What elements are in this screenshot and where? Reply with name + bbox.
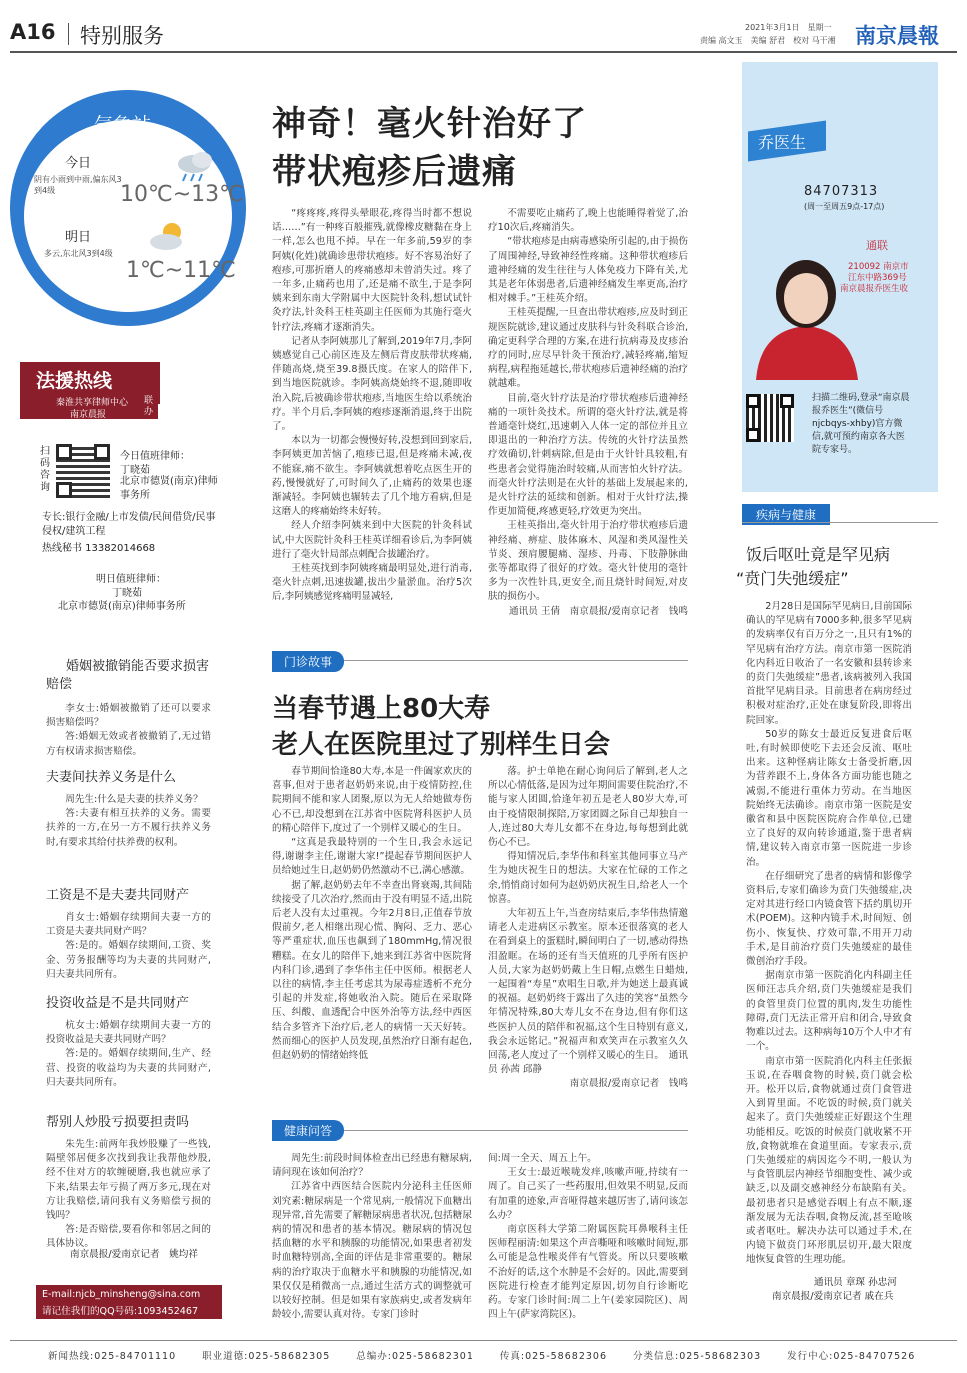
qa-answer: 答:是否赔偿,要看你和邻居之间的具体协议。 <box>46 1224 211 1250</box>
address-line3: 南京晨报乔医生收 <box>840 284 909 294</box>
paragraph: 王桂英找到李阿姨疼痛最明显处,进行消毒,毫火针点刺,迅速拔罐,拔出少量淤血。治疗5次后,李阿姨感觉疼痛明显减轻, <box>272 563 472 603</box>
health-tag: 健康问答 <box>272 1120 344 1141</box>
qa-item <box>46 766 211 850</box>
paragraph: 王桂英指出,毫火针用于治疗带状疱疹后遗神经痛、痹症、肢体麻木、风湿和类风湿性关节炎、颈肩腰腿痛、湿疹、丹毒、下肢静脉曲张等都取得了很好的疗效。毫火针使用的毫针多为一次性针具,更安全,而且烧针时间短,对皮肤的损伤小。 <box>488 520 688 603</box>
paragraph: 据了解,赵奶奶去年不幸查出肾衰竭,其间陆续接受了几次治疗,然而由于没有明显不适,出院后老人没有太过重视。今年2月8日,正值春节放假前夕,老人相继出现心慌、胸闷、乏力、恶心等严重症状,血压也飙到了180mmHg,情况很糟糕。在女儿的陪伴下,她来到江苏省中医院肾内科门诊,遇到了李华伟主任中医师。根据老人以往的病情,李主任考虑其为尿毒症透析不充分引起的并发症,将她收治入院。随后在采取降压、纠酸、血透配合中医外治等方法,经中西医结合多管齐下治疗后,老人的病情一天天好转。然而细心的医护人员发现,虽然治疗日渐有起色,但赵奶奶的情绪始终低 <box>272 879 472 1062</box>
clinic-tag: 门诊故事 <box>272 651 344 672</box>
qa-title: 帮别人炒股亏损要担责吗 <box>46 1115 190 1130</box>
paragraph: 王桂英提醒,一旦查出带状疱疹,应及时到正规医院就诊,建议通过皮肤科与针灸科联合诊治,确定更科学合理的方案,在进行抗病毒及皮疹治疗的同时,应尽早针灸干预治疗,减轻疼痛,缩短病程,病程拖延越长,带状疱疹后遗神经痛的治疗就越难。 <box>488 307 688 390</box>
footer-item: 职业道德:025-58682305 <box>202 1351 331 1362</box>
paragraph: 经人介绍李阿姨来到中大医院的针灸科试试,中大医院针灸科王桂英详细看诊后,为李阿姨进行了毫火针局部点刺配合拔罐治疗。 <box>272 520 472 560</box>
date-line: 2021年3月1日 星期一 <box>745 23 832 32</box>
tomorrow-lawyer: 丁晓茹 <box>112 588 142 599</box>
footer-item: 新闻热线:025-84701110 <box>48 1351 177 1362</box>
footer-rule <box>10 1340 957 1341</box>
disease-body <box>746 600 912 1270</box>
qa-answer: 答:婚姻无效或者被撤销了,无过错方有权请求损害赔偿。 <box>46 731 211 757</box>
qa-question: 杭女士:婚姻存续期间夫妻一方的投资收益是夫妻共同财产吗？ <box>46 1020 211 1046</box>
footer-item: 发行中心:025-84707526 <box>787 1351 916 1362</box>
qa-question: 肖女士:婚姻存续期间夫妻一方的工资是夫妻共同财产吗？ <box>46 912 211 938</box>
disease-tag: 疾病与健康 <box>742 504 830 525</box>
qa-item <box>46 884 211 982</box>
qa-item <box>46 1111 211 1252</box>
qa-item <box>46 658 211 759</box>
header-rule <box>10 51 957 53</box>
main-article-col2 <box>488 207 688 637</box>
weather-inner <box>24 120 232 312</box>
paragraph: 周先生:前段时间体检查出已经患有糖尿病,请问现在该如何治疗？ <box>272 1153 472 1179</box>
contact-email[interactable]: E-mail:njcb_minsheng@sina.com <box>42 1289 201 1300</box>
footer-item: 分类信息:025-58682303 <box>633 1351 762 1362</box>
doctor-hours: (周一至周五9点-17点) <box>804 202 885 211</box>
weather-panel <box>10 70 260 350</box>
paragraph: 本以为一切都会慢慢好转,没想到回到家后,李阿姨更加苦恼了,疱疹已退,但是疼痛未减,夜不能寐,痛不欲生。李阿姨就想着吃点医生开的药,慢慢就好了,可时间久了,止痛药的效果也逐渐减轻。李阿姨也辗转去了几个地方看病,但是这磨人的疼痛始终未好转。 <box>272 435 472 518</box>
disease-title-line2: “贲门失弛缓症” <box>736 569 849 588</box>
tomorrow-label: 明日 <box>65 230 92 245</box>
mail-label: 通联 <box>866 239 888 252</box>
tomorrow-temp: 1℃~11℃ <box>126 258 236 283</box>
disease-rule <box>742 522 938 523</box>
secretary-hotline: 热线秘书 13382014668 <box>42 543 156 554</box>
clinic-col1 <box>272 765 472 1095</box>
paragraph: “这真是我最特别的一个生日,我会永远记得,谢谢李主任,谢谢大家!”提起春节期间医护人员给她过生日,赵奶奶仍然激动不已,满心感激。 <box>272 837 472 877</box>
clinic-col2 <box>488 765 688 1095</box>
qa-title: 工资是不是夫妻共同财产 <box>46 888 190 903</box>
paragraph: 江苏省中西医结合医院内分泌科主任医师刘究素:糖尿病是一个常见病,一般情况下血糖出现异常,首先需要了解糖尿病患者状况,包括糖尿病的情况和患者的基本情况。糖尿病的情况包括血糖的水平和胰腺的功能情况,如果患者初发时血糖特别高,全面的评估是非常重要的。糖尿病的治疗取决于血糖水平和胰腺的功能情况,如果仅仅是稍微高一点,通过生活方式的调整就可以较好控制。但是如果有家族病史,或者发病年龄较小,需要认真对待。专家门诊时 <box>272 1181 472 1321</box>
paragraph: 在仔细研究了患者的病情和影像学资料后,专家们确诊为贲门失弛缓症,决定对其进行经口内镜食管下括约肌切开术(POEM)。这种内镜手术,时间短、创伤小、恢复快、疗效可靠,不用开刀动手术,是目前治疗贲门失弛缓症的最佳微创治疗手段。 <box>746 870 912 968</box>
footer-item: 总编办:025-58682301 <box>356 1351 474 1362</box>
paragraph: 王女士:最近喉咙发痒,咳嗽声哑,持续有一周了。自己买了一些药服用,但效果不明显,反而有加重的迹象,声音哑得越来越厉害了,请问该怎么办？ <box>488 1167 688 1221</box>
today-temp: 10℃~13℃ <box>120 182 244 207</box>
qa-answer: 答:夫妻有相互扶养的义务。需要扶养的一方,在另一方不履行扶养义务时,有要求其给付扶养费的权利。 <box>46 808 211 848</box>
legal-tag: 联办 <box>144 396 154 417</box>
legal-qr-code[interactable] <box>56 444 110 498</box>
tomorrow-firm: 北京市德贤(南京)律师事务所 <box>58 601 186 612</box>
paragraph: 南京市第一医院消化内科主任张振玉说,在吞咽食物的时候,贲门就会松开。松开以后,食物就通过贲门食管进入到胃里面。不吃饭的时候,贲门就关起来了。贲门失弛缓症正好跟这个生理功能相反。吃饭的时候贲门就收紧不开放,食物就堆在食道里面。专家表示,贲门失弛缓症的病因迄今不明,一般认为与食管肌层内神经节细胞变性、减少或缺乏,以及副交感神经分布缺陷有关。最初患者只是感觉吞咽上有点不顺,逐渐发展为无法吞咽,食物反流,甚至呛咳或者呕吐。解决办法可以通过手术,在内镜下做贲门环形肌层切开,最大限度地恢复食管的生理功能。 <box>746 1055 912 1266</box>
qa-title: 婚姻被撤销能否要求损害赔偿 <box>46 659 210 692</box>
page-number: A16 <box>10 20 56 44</box>
paragraph: 记者从李阿姨那儿了解到,2019年7月,李阿姨感觉自己心前区连及左侧后背皮肤带状疼痛,伴随高烧,烧至39.8摄氏度。在家人的陪伴下,到当地医院就诊。李阿姨高烧始终不退,随即收治入院,后被确诊带状疱疹,当地医生给以系统治疗。半个月后,李阿姨的疱疹逐渐消退,终于出院了。 <box>272 335 472 433</box>
clinic-title-line2: 老人在医院里过了别样生日会 <box>272 730 611 760</box>
paragraph: 落。护士单艳在耐心询问后了解到,老人之所以心情低落,是因为过年期间需要住院治疗,不能与家人团圆,恰逢年初五是老人80岁大寿,可由于疫情限制探陪,万家团圆之际自己却独自一人,连过80大寿儿女都不在身边,每每想到此就伤心不已。 <box>488 766 688 849</box>
paragraph: 春节期间恰逢80大寿,本是一件阖家欢庆的喜事,但对于患者赵奶奶来说,由于疫情防控,住院期间不能和家人团聚,原以为无人给她做寿伤心不已,却没想到在江苏省中医院肾科医护人员的精心陪伴下,度过了一个别样又暖心的生日。 <box>272 766 472 834</box>
doctor-phone[interactable]: 84707313 <box>804 184 879 199</box>
paragraph: “带状疱疹是由病毒感染所引起的,由于损伤了周围神经,导致神经性疼痛。这种带状疱疹后遗神经痛的发生往往与人体免疫力下降有关,尤其是老年体弱患者,后遗神经痛发生率更高,治疗相对棘手。”王桂英介绍。 <box>488 236 688 305</box>
scan-label: 扫码咨询 <box>40 446 50 493</box>
main-title-line2: 带状疱疹后遗痛 <box>272 152 517 192</box>
qr-instructions: 扫描二维码,登录“南京晨报乔医生”(微信号njcbqys-xhby)官方微信,就可预约南京各大医院专家号。 <box>812 393 910 455</box>
disease-credit1: 通讯员 章琛 孙忠河 <box>814 1277 897 1288</box>
weather-title: 气象站 <box>94 114 152 136</box>
today-desc: 阴有小雨到中雨,偏东风3到4级 <box>34 175 122 195</box>
doctor-photo <box>746 230 866 380</box>
header-divider <box>68 23 69 45</box>
qa-question: 周先生:什么是夫妻的扶养义务？ <box>65 794 203 805</box>
disease-credit2: 南京晨报/爱南京记者 戚在兵 <box>772 1291 894 1302</box>
qa-item <box>46 992 211 1090</box>
today-firm: 北京市德贤(南京)律师事务所 <box>120 476 218 501</box>
main-article-col1 <box>272 207 472 637</box>
paragraph: 间:周一全天、周五上午。 <box>488 1153 597 1164</box>
editors-line: 责编 高文玉 美编 舒君 校对 马干湘 <box>700 36 836 45</box>
doctor-qr-code[interactable] <box>746 394 794 442</box>
today-label: 今日 <box>65 156 92 171</box>
legal-org2: 南京晨报 <box>70 410 107 420</box>
clinic-title-line1: 当春节遇上80大寿 <box>272 694 491 724</box>
health-col1 <box>272 1152 472 1332</box>
page-header <box>10 14 957 50</box>
address-line1: 210092 南京市 <box>848 262 909 272</box>
legal-org1: 秦淮共享律师中心 <box>56 398 129 408</box>
tomorrow-duty-label: 明日值班律师： <box>96 574 166 585</box>
main-title-line1: 神奇！毫火针治好了 <box>272 104 587 144</box>
tomorrow-desc: 多云,东北风3到4级 <box>44 249 113 258</box>
address-line2: 江东中路369号 <box>848 273 907 283</box>
contact-qq: 请记住我们的QQ号码:1093452467 <box>42 1306 199 1317</box>
paragraph: “疼疼疼,疼得头晕眼花,疼得当时都不想说话……”有一种疼百般摧残,就像橡皮糖黏在身上一样,怎么也甩不掉。早在一年多前,59岁的李阿姨(化姓)就确诊患带状疱疹。好不容易治好了疱疹,可那折磨人的疼痛感却未曾消失过。疼了一年多,止痛药也用了,还是痛不欲生,于是李阿姨来到东南大学附属中大医院针灸科,想试试针灸疗法,针灸科王桂英副主任医师为其施行毫火针疗法,疼痛才逐渐消失。 <box>272 208 472 333</box>
health-col2 <box>488 1152 688 1332</box>
qa-title: 夫妻间扶养义务是什么 <box>46 770 177 785</box>
legal-banner-title: 法援热线 <box>36 370 113 392</box>
article-credit: 南京晨报/爱南京记者 钱鸣 <box>569 1078 688 1090</box>
qa-answer: 答:是的。婚姻存续期间,生产、经营、投资的收益均为夫妻的共同财产,归夫妻共同所有。 <box>46 1048 211 1088</box>
paragraph: 不需要吃止痛药了,晚上也能睡得着觉了,治疗10次后,疼痛消失。 <box>488 208 688 234</box>
paragraph: 据南京市第一医院消化内科副主任医师汪志兵介绍,贲门失弛缓症是我们的食管里贲门位置的肌肉,发生功能性障碍,贲门无法正常开启和闭合,导致食物难以过去。这种病每10万个人中才有一个。 <box>746 970 912 1053</box>
paragraph: 大年初五上午,当查房结束后,李华伟热情邀请老人走进病区示教室。原本还很落寞的老人在看到桌上的蛋糕时,瞬间明白了一切,感动得热泪盈眶。在场的还有当天值班的几乎所有医护人员,大家为赵奶奶戴上生日帽,点燃生日蜡烛,一起围着“寿星”欢唱生日歌,并为她送上最真诚的祝福。赵奶奶终于露出了久违的笑容“虽然今年情况特殊,80大寿儿女不在身边,但有你们这些医护人员的陪伴和祝福,这个生日特别有意义,我会永远铭记。”祝福声和欢笑声在示教室久久回荡,老人度过了一个别样又暖心的生日。 通讯员 孙茜 邱静 <box>488 908 688 1076</box>
brand-logo: 南京晨報 <box>855 23 939 48</box>
qa-question: 朱先生:前两年我炒股赚了一些钱,隔壁邻居便多次找到我让我帮他炒股,经不住对方的软缠硬磨,我也就应承了下来,结果去年亏损了两万多元,现在对方让我赔偿,请问我有义务赔偿亏损的钱吗？ <box>46 1139 211 1222</box>
disease-title-line1: 饭后呕吐竟是罕见病 <box>746 545 891 564</box>
today-lawyer: 丁晓茹 <box>120 465 150 476</box>
rain-icon <box>174 150 220 184</box>
today-duty-label: 今日值班律师： <box>120 451 190 462</box>
article-credit: 通讯员 王倩 南京晨报/爱南京记者 钱鸣 <box>509 605 688 617</box>
qa-title: 投资收益是不是共同财产 <box>46 996 190 1011</box>
paragraph: 2月28日是国际罕见病日,目前国际确认的罕见病有7000多种,很多罕见病的发病率仅有百万分之一,且只有1%的罕见病有治疗方法。南京市第一医院消化内科近日收治了一名安徽和县转诊来的贲门失弛缓症”患者,该病被列入我国首批罕见病目录。目前患者在病房经过积极对症治疗,正处在康复阶段,即将出院回家。 <box>746 601 912 726</box>
paragraph: 南京医科大学第二附属医院耳鼻喉科主任医师程丽清:如果这个声音嘶哑和咳嗽时间短,那么可能是急性喉炎伴有气管炎。所以只要咳嗽不治好的话,这个水肿是不会好的。因此,需要到医院进行检查才能判定原因,切勿自行诊断吃药。专家门诊时间:周二上午(姜家园院区)、周四上午(萨家湾院区)。 <box>488 1224 688 1321</box>
lawyer-specialty: 专长:银行金融/上市发债/民间借贷/民事侵权/建筑工程 <box>42 512 216 537</box>
paragraph: 得知情况后,李华伟和科室其他同事立马产生为她庆祝生日的想法。大家在忙碌的工作之余,悄悄商讨如何为赵奶奶庆祝生日,给老人一个惊喜。 <box>488 851 688 905</box>
footer-bar <box>48 1348 948 1362</box>
paragraph: 50岁的陈女士最近反复进食后呕吐,有时候即使吃下去还会反流、呕吐出来。这种怪病让陈女士备受折磨,因为营养跟不上,身体各方面功能也随之减弱,不能进行重体力劳动。在当地医院始终无法确诊。南京市第一医院是安徽省和县中医院医院府合作单位,已建立了良好的双向转诊通道,鉴于患者病情,建议转入南京市第一医院进一步诊治。 <box>746 728 912 868</box>
paragraph: 目前,毫火针疗法是治疗带状疱疹后遗神经痛的一项针灸技术。所谓的毫火针疗法,就是将普通毫针烧红,迅速刺入人体一定的部位并且立即退出的一种治疗方法。传统的火针疗法虽然疗效确切,针刺病除,但是由于火针针具较粗,有些患者会觉得施治时较痛,从而害怕火针疗法。而毫火针疗法则是在火针的基础上发展起来的,是火针疗法的延续和创新。相对于火针疗法,操作更加简便,疼感更轻,疗效更为突出。 <box>488 392 688 518</box>
qa-answer: 答:是的。婚姻存续期间,工资、奖金、劳务报酬等均为夫妻的共同财产,归夫妻共同所有。 <box>46 940 211 980</box>
qa-credit: 南京晨报/爱南京记者 姚均祥 <box>70 1249 198 1260</box>
cloudy-icon <box>146 220 192 254</box>
doctor-tag: 乔医生 <box>758 133 807 152</box>
section-title: 特别服务 <box>80 24 164 48</box>
footer-item: 传真:025-58682306 <box>499 1351 607 1362</box>
qa-question: 李女士:婚姻被撤销了还可以要求损害赔偿吗？ <box>46 703 211 729</box>
